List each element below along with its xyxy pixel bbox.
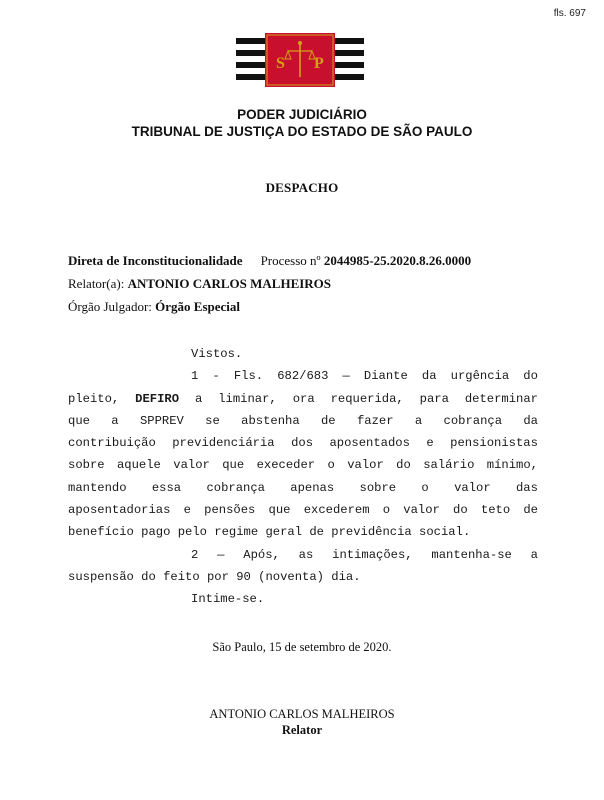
word: apenas <box>290 480 335 495</box>
word: das <box>515 480 538 495</box>
word: as <box>298 547 314 562</box>
word: valor <box>403 503 440 518</box>
court-emblem-logo <box>236 33 364 87</box>
orgao-name: Órgão Especial <box>155 299 240 314</box>
word: a <box>530 547 538 562</box>
court-header <box>0 106 604 140</box>
paragraph-1-line-5 <box>68 454 538 476</box>
case-metadata <box>68 249 568 318</box>
svg-text:S: S <box>276 55 285 72</box>
word: que <box>222 458 245 473</box>
word: SPPREV <box>139 413 184 428</box>
document-title: DESPACHO <box>265 180 339 195</box>
word: que <box>68 413 90 428</box>
paragraph-1-line-2: pleito, DEFIRO a liminar, ora requerida, para determinar <box>68 388 538 410</box>
relator-label: Relator(a): <box>68 276 125 291</box>
orgao-label: Órgão Julgador: <box>68 299 152 314</box>
word: - <box>212 369 220 384</box>
signer-role: Relator <box>281 723 323 737</box>
word: determinar <box>464 391 538 406</box>
process-label: Processo nº <box>260 253 321 268</box>
word: aquele <box>116 458 161 473</box>
word: ora <box>292 391 315 406</box>
word: da <box>421 369 437 384</box>
paragraph-1-line-6 <box>68 477 538 499</box>
word: Diante <box>363 369 408 384</box>
svg-text:P: P <box>314 55 324 72</box>
word: a <box>194 391 203 406</box>
word: da <box>523 413 538 428</box>
word: liminar, <box>218 391 277 406</box>
word: pensões <box>204 503 256 518</box>
process-number: 2044985-25.2020.8.26.0000 <box>323 253 472 268</box>
word: mantenha-se <box>431 547 512 562</box>
word: mínimo, <box>486 458 538 473</box>
case-class-row <box>68 249 568 272</box>
paragraph-1-line-4 <box>68 432 538 454</box>
word: do <box>453 503 468 518</box>
word: do <box>523 369 538 384</box>
word: Fls. <box>233 369 264 384</box>
word: essa <box>151 480 182 495</box>
word: — <box>217 547 225 562</box>
header-line-2: TRIBUNAL DE JUSTIÇA DO ESTADO DE SÃO PAULO <box>131 124 473 139</box>
paragraph-1-line-3 <box>68 410 538 432</box>
word: previdenciária <box>172 436 275 451</box>
page-number: fls. 697 <box>553 8 586 19</box>
place-and-date: São Paulo, 15 de setembro de 2020. <box>212 640 392 654</box>
word: de <box>523 503 538 518</box>
word: 1 <box>191 369 199 384</box>
word: contribuição <box>68 436 156 451</box>
word: — <box>342 369 350 384</box>
paragraph-1-line-8: benefício pago pelo regime geral de previdência social. <box>68 525 471 540</box>
word: o <box>327 458 335 473</box>
case-class: Direta de Inconstitucionalidade <box>68 253 243 268</box>
paragraph-1-line-7 <box>68 499 538 521</box>
word: 2 <box>191 547 199 562</box>
relator-row <box>68 272 568 295</box>
signer-name: ANTONIO CARLOS MALHEIROS <box>209 707 395 721</box>
word: pensionistas <box>450 436 538 451</box>
word: salário <box>423 458 475 473</box>
paragraph-2-line-2: suspensão do feito por 90 (noventa) dia. <box>68 569 361 584</box>
word: cobrança <box>206 480 265 495</box>
word: que <box>268 503 291 518</box>
word: para <box>419 391 449 406</box>
word: e <box>183 503 191 518</box>
word: cobrança <box>443 413 503 428</box>
word: aposentados <box>329 436 410 451</box>
defiro-keyword: DEFIRO <box>135 391 180 406</box>
word: excederem <box>303 503 370 518</box>
word: de <box>320 413 336 428</box>
word: se <box>205 413 220 428</box>
word: requerida, <box>330 391 404 406</box>
word: mantendo <box>68 480 127 495</box>
closing-line: Intime-se. <box>191 592 265 607</box>
word: a <box>414 413 423 428</box>
word: valor <box>173 458 210 473</box>
word: fazer <box>356 413 394 428</box>
paragraph-2-line-1 <box>68 544 538 566</box>
header-line-1: PODER JUDICIÁRIO <box>237 107 367 122</box>
word: do <box>396 458 411 473</box>
word: execeder <box>256 458 316 473</box>
word: sobre <box>68 458 105 473</box>
word: sobre <box>359 480 397 495</box>
word: 682/683 <box>277 369 329 384</box>
word: teto <box>480 503 511 518</box>
paragraph-1-line-1 <box>68 365 538 387</box>
word: intimações, <box>332 547 413 562</box>
relator-name: ANTONIO CARLOS MALHEIROS <box>127 276 332 291</box>
word: abstenha <box>241 413 300 428</box>
word: urgência <box>450 369 510 384</box>
word: dos <box>291 436 314 451</box>
word: valor <box>347 458 384 473</box>
word: e <box>426 436 434 451</box>
signature-block <box>0 706 604 738</box>
word: Após, <box>243 547 280 562</box>
vistos-line: Vistos. <box>191 347 243 361</box>
decision-body <box>68 343 538 611</box>
word: o <box>421 480 429 495</box>
word: valor <box>454 480 491 495</box>
word: aposentadorias <box>68 503 171 518</box>
word: a <box>111 413 119 428</box>
orgao-row <box>68 295 568 318</box>
word: o <box>382 503 391 518</box>
